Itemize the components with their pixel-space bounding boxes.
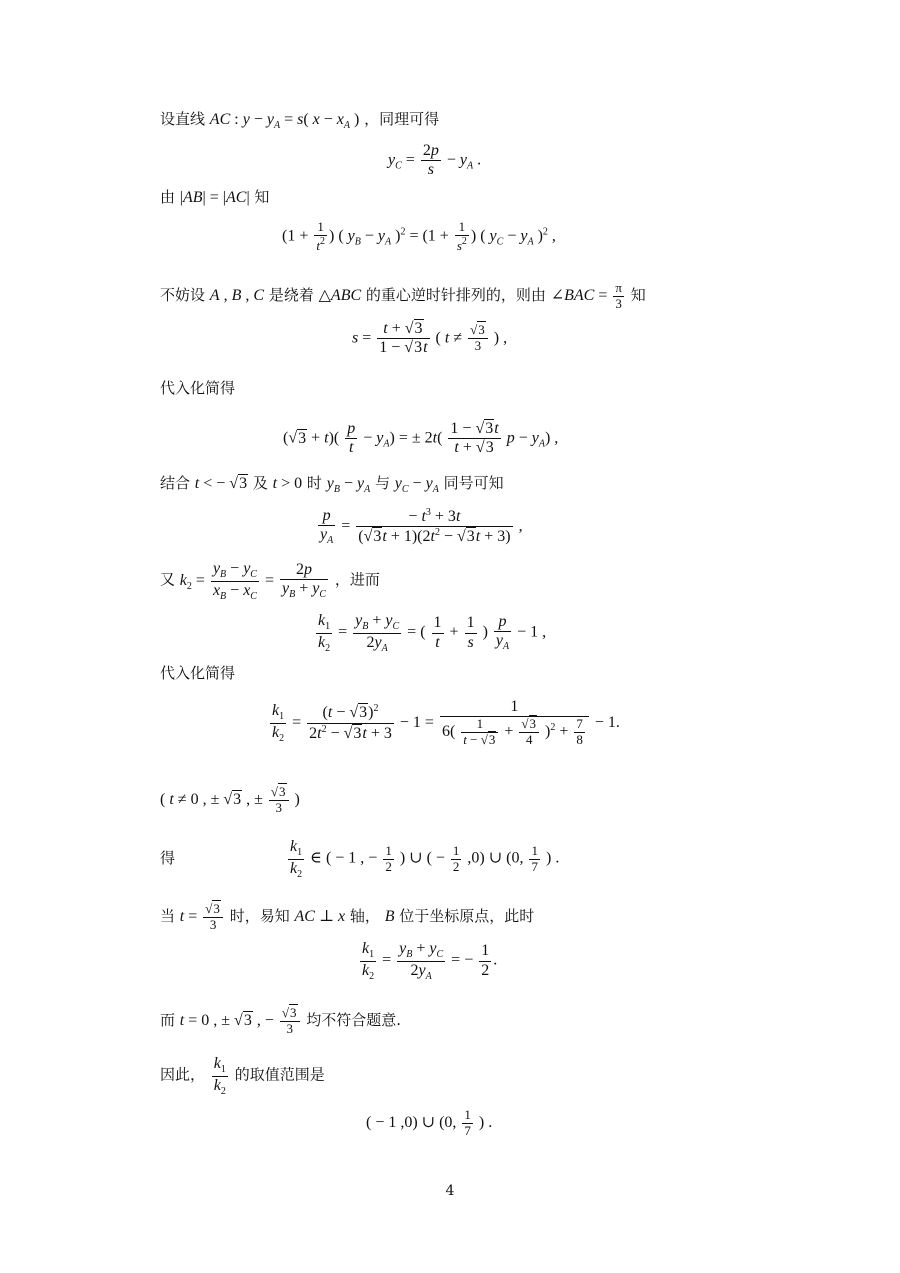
paragraph-get: 得 <box>160 849 176 867</box>
formula: $k_2$ = $\frac{y_B - y_C}{x_B - x_C}$ = $\frac{2p}{y_B + y_C}$ <box>179 560 327 602</box>
paragraph-substitute-1: 代入化简得 <box>160 379 236 397</box>
text: 知 <box>254 188 270 206</box>
paragraph-line-ab-ac <box>160 190 269 206</box>
formula: AC ⊥ x <box>294 908 346 926</box>
paragraph-line-sign <box>160 476 504 495</box>
equation-ratio: $\frac{k_1}{k_2}$ = $\frac{y_B + y_C}{2y_A}$ = ( $\frac{1}{t}$ + $\frac{1}{s}$ ) $\frac{p}{y_A}$ − 1 , <box>318 612 547 654</box>
text: ，进而 <box>334 570 380 589</box>
paragraph-line-special <box>160 902 534 933</box>
text: 是绕着 <box>268 286 314 305</box>
equation-distance: (1 + $\frac{1}{t^2}$ ) ( $y_B - y_A$ )$^2$ = (1 + $\frac{1}{s^2}$ ) ( $y_C - y_A$ )$^2$ , <box>282 219 556 253</box>
text: 由 <box>160 188 176 206</box>
formula: t > 0 <box>272 475 303 492</box>
equation-substituted: (√3 + t)( $\frac{p}{t}$ − $y_A$) = ± 2t( $\frac{1 - √3t}{t + √3}$ $p - y_A$) , <box>283 420 559 457</box>
text: 又 <box>160 570 176 589</box>
formula: |AB| = |AC| <box>179 189 250 206</box>
text: 因此， <box>160 1065 206 1084</box>
paragraph-line-ac <box>160 112 439 131</box>
text: 设直线 <box>160 110 206 128</box>
text: 位于坐标原点，此时 <box>399 907 535 926</box>
equation-special: $\frac{k_1}{k_2}$ = $\frac{y_B + y_C}{2y_A}$ = − $\frac{1}{2}$ . <box>362 940 498 982</box>
text: 知 <box>630 286 646 305</box>
equation-s: s = $\frac{t + √3}{1 - √3t}$ ( t ≠ $\frac{√3}{3}$ ) , <box>352 320 508 357</box>
text: 而 <box>160 1011 176 1030</box>
formula: $y_C - y_A$ <box>394 475 439 495</box>
text: 结合 <box>160 474 191 492</box>
formula: t = $\frac{√3}{3}$ <box>180 908 225 925</box>
text: ，同理可得 <box>364 110 440 128</box>
text: 同号可知 <box>443 474 504 492</box>
equation-yc: $y_C$ = $\frac{2p}{s}$ − $y_A$ . <box>388 142 482 179</box>
text: 轴， <box>349 907 380 926</box>
text: 时，易知 <box>229 907 290 926</box>
text: 的取值范围是 <box>234 1065 325 1084</box>
formula: t = 0 , ± √3 , − $\frac{√3}{3}$ <box>180 1012 302 1029</box>
text: 及 <box>252 474 268 492</box>
equation-p-over-ya: $\frac{p}{y_A}$ = $\frac{- t^3 + 3t}{(√3t + 1)(2t^2 - √3t + 3)}$ , <box>320 507 523 547</box>
paragraph-line-k2 <box>160 560 380 602</box>
equation-range-1: $\frac{k_1}{k_2}$ ∈ ( − 1 , − $\frac{1}{2}$ ) ∪ ( − $\frac{1}{2}$ ,0) ∪ (0, $\frac{1}{7}$ ) . <box>290 838 560 880</box>
formula: A , B , C <box>209 287 265 305</box>
text: 不妨设 <box>160 286 206 305</box>
formula: △ABC <box>318 287 362 305</box>
formula: B <box>384 908 395 926</box>
text: 均不符合题意. <box>306 1011 402 1030</box>
text: 当 <box>160 907 176 926</box>
text: 与 <box>374 474 390 492</box>
formula: AC : $y - y_A = s$( $x - x_A$ ) <box>209 111 360 131</box>
formula: t < − √3 <box>194 475 248 492</box>
formula: $y_B - y_A$ <box>326 475 371 495</box>
paragraph-substitute-2: 代入化简得 <box>160 664 236 682</box>
formula: $\frac{k_1}{k_2}$ <box>213 1055 226 1097</box>
paragraph-line-conclusion <box>160 1055 325 1097</box>
paragraph-line-angle <box>160 281 646 312</box>
text: 时 <box>306 474 322 492</box>
condition-t: ( t ≠ 0 , ± √3 , ± $\frac{√3}{3}$ ) <box>160 784 300 815</box>
equation-final-range: ( − 1 ,0) ∪ (0, $\frac{1}{7}$ ) . <box>366 1107 493 1138</box>
text: 的重心逆时针排列的，则由 <box>365 286 546 305</box>
formula: ∠BAC = $\frac{\pi}{3}$ <box>550 280 622 311</box>
equation-ratio-simplified: $\frac{k_1}{k_2}$ = $\frac{(t - √3)^2}{2t^2 - √3t + 3}$ − 1 = 1 6( $\frac{1}{t - √3}$ + $\frac{√3}{4}$ )$^2$ + $\frac{7}{8}$ − 1. <box>272 698 620 748</box>
page-number: 4 <box>445 1183 455 1199</box>
paragraph-line-exclude <box>160 1006 401 1037</box>
